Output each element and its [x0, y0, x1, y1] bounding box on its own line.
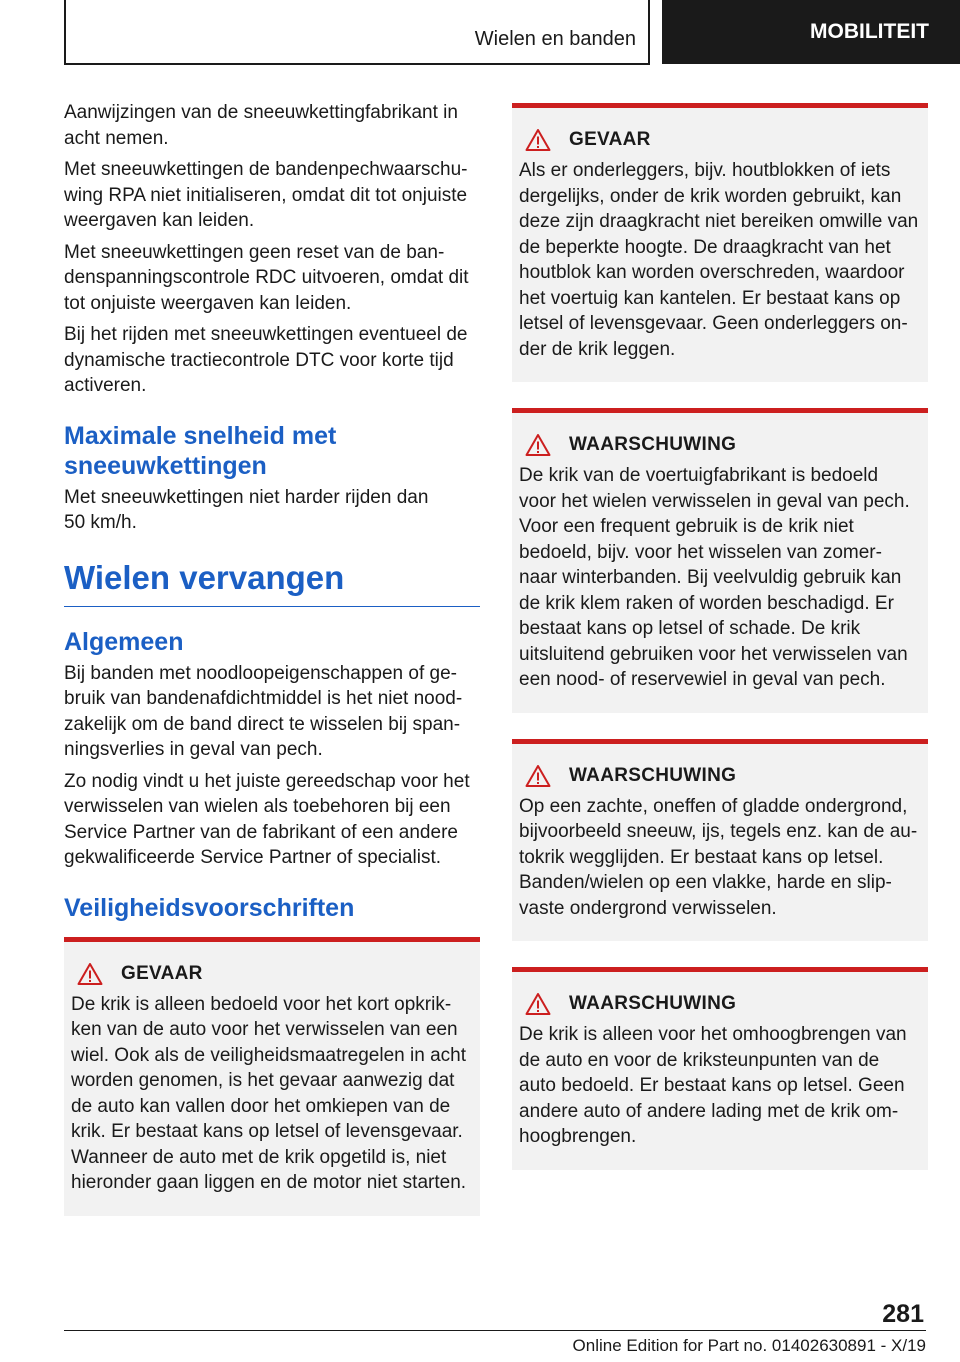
warning-text: De krik van de voertuigfabrikant is bedoeld voor het wielen verwisselen in geval van pech. Voor een frequent gebruik is de krik niet bedoeld, bijv. voor het wisselen van zomer- naar winterbanden. Bij veelvuldig gebruik kan de krik klem raken of worden beschadigd. Er bestaat kans op letsel of schade. De krik uitsluitend gebruiken voor het verwisselen van een nood- of reservewiel in geval van pech.: [519, 465, 910, 690]
general-heading: Algemeen: [64, 627, 184, 656]
warning-triangle-icon: [77, 962, 103, 986]
intro-paragraph: Met sneeuwkettingen geen reset van de bandenspanningscontrole RDC uitvoeren, omdat dit tot onjuiste weergaven kan leiden.: [64, 241, 469, 314]
warning-triangle-icon: [525, 764, 551, 788]
danger-text: De krik is alleen bedoeld voor het kort opkrikken van de auto voor het verwisselen van een wiel. Ook als de veiligheidsmaatregelen in acht worden genomen, is het gevaar aanwezig dat de auto kan vallen door het omkiepen van de krik. Er bestaat kans op letsel of levensgevaar. Wanneer de auto met de krik opgetild is, niet hieronder gaan liggen en de motor niet starten.: [71, 993, 467, 1193]
left-column: [64, 100, 480, 1242]
section-heading: Wielen vervangen: [64, 558, 480, 607]
warning-title: WAARSCHUWING: [569, 434, 737, 455]
warning-box: [512, 408, 928, 713]
warning-triangle-icon: [525, 992, 551, 1016]
warning-box: [512, 739, 928, 942]
warning-title: WAARSCHUWING: [569, 764, 737, 786]
footer-edition: Online Edition for Part no. 01402630891 - X/19: [572, 1336, 926, 1355]
warning-text: Als er onderleggers, bijv. houtblokken of iets dergelijks, onder de krik worden gebruikt, kan deze zijn draagkracht niet bereiken omwille van de beperkte hoogte. De draagkracht van het houtblok kan worden overschreden, waardoor het voertuig kan kantelen. Er bestaat kans op letsel of levensgevaar. Geen onderleggers onder de krik leggen.: [519, 160, 919, 360]
page-number: 281: [882, 1300, 924, 1328]
warning-triangle-icon: [525, 128, 551, 152]
danger-box: [64, 937, 480, 1216]
warning-box: [512, 967, 928, 1170]
warning-text: De krik is alleen voor het omhoogbrengen van de auto en voor de kriksteunpunten van de auto bedoeld. Er bestaat kans op letsel. Geen andere auto of andere lading met de krik omhoogbrengen.: [519, 1024, 907, 1147]
header-border-bottom: [64, 63, 650, 65]
warning-triangle-icon: [525, 433, 551, 457]
header-separator: [648, 0, 650, 64]
intro-paragraph: Met sneeuwkettingen de bandenpechwaarschuwing RPA niet initialiseren, omdat dit tot onjuiste weergaven kan leiden.: [64, 159, 468, 231]
danger-box: [512, 103, 928, 382]
warning-text: Op een zachte, oneffen of gladde ondergrond, bijvoorbeeld sneeuw, ijs, tegels enz. kan de autokrik wegglijden. Er bestaat kans op letsel. Banden/wielen op een vlakke, harde en slipvaste ondergrond verwisselen.: [519, 795, 918, 919]
warning-title: GEVAAR: [569, 129, 651, 150]
danger-title: GEVAAR: [121, 962, 203, 984]
warning-title: WAARSCHUWING: [569, 993, 737, 1014]
max-speed-heading: Maximale snelheid met sneeuwkettingen: [64, 421, 337, 480]
general-paragraph: Zo nodig vindt u het juiste gereedschap voor het verwisselen van wielen als toebehoren bij een Service Partner van de fabrikant of een andere gekwalificeerde Service Partner of specialist.: [64, 770, 470, 868]
header-section-title: Wielen en banden: [474, 28, 636, 50]
header-chapter-tab: MOBILITEIT: [662, 0, 960, 64]
header-border-left: [64, 0, 66, 64]
safety-heading: Veiligheidsvoorschriften: [64, 893, 355, 922]
footer-divider: [64, 1330, 926, 1331]
intro-paragraph: Bij het rijden met sneeuwkettingen eventueel de dynamische tractiecontrole DTC voor korte tijd activeren.: [64, 324, 468, 396]
max-speed-text: Met sneeuwkettingen niet harder rijden dan 50 km/h.: [64, 486, 429, 533]
right-column: [512, 103, 928, 1196]
intro-paragraph: Aanwijzingen van de sneeuwkettingfabrikant in acht nemen.: [64, 102, 458, 149]
general-paragraph: Bij banden met noodloopeigenschappen of gebruik van bandenafdichtmiddel is het niet noodzakelijk om de band direct te wisselen bij spanningsverlies in geval van pech.: [64, 662, 463, 760]
